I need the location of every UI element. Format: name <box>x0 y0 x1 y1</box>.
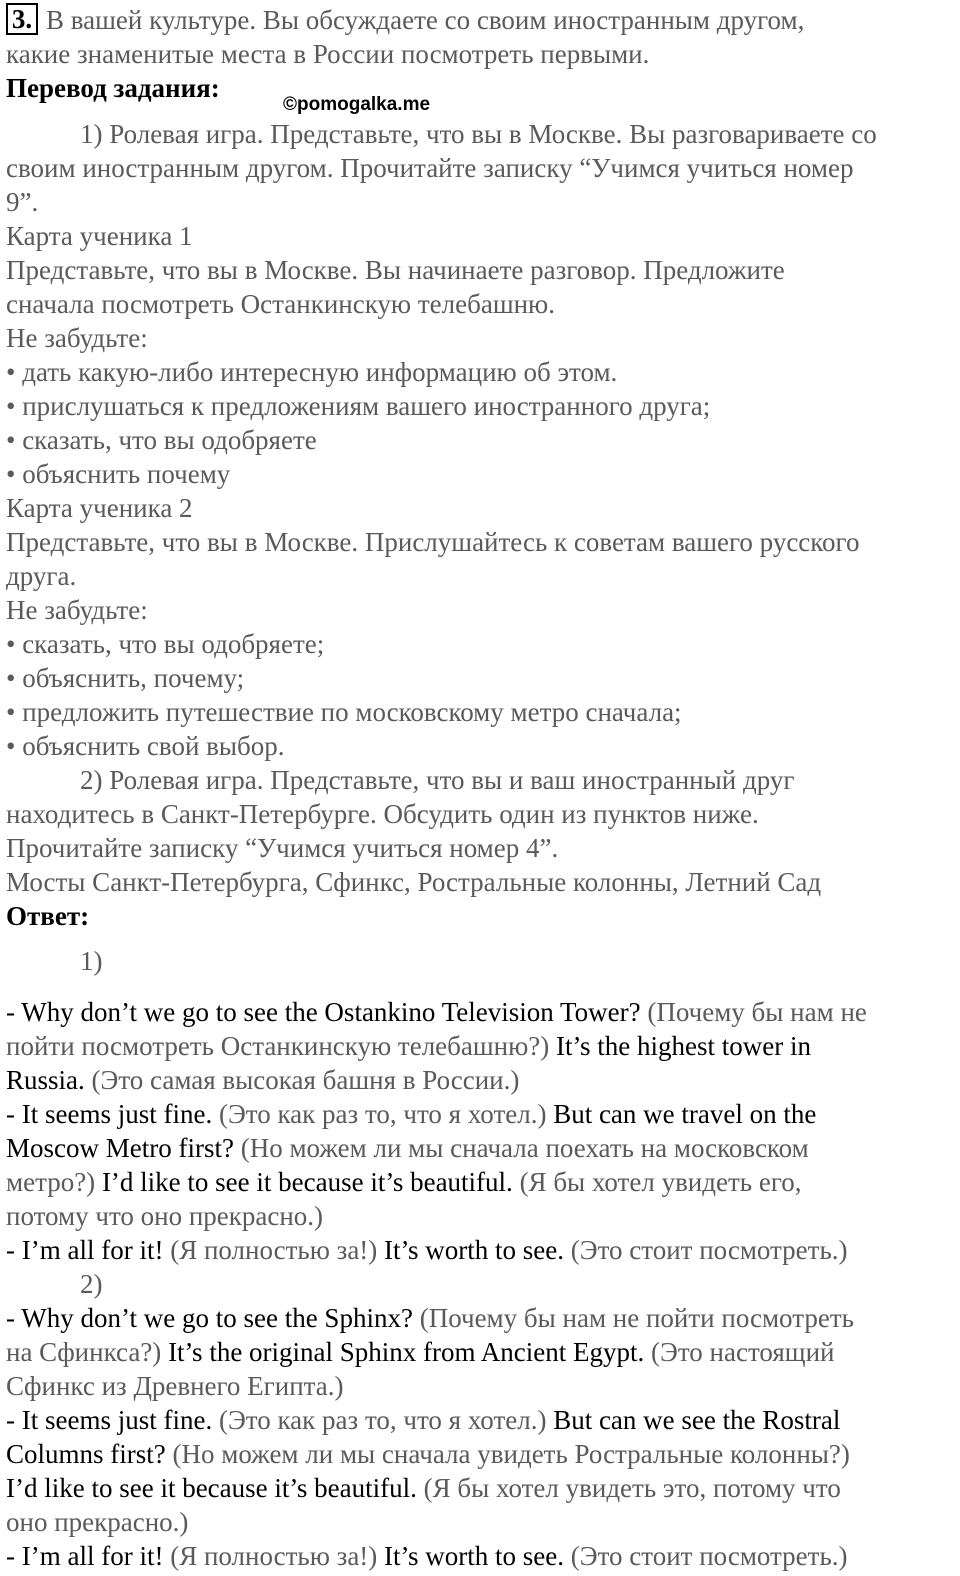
translation-p2-line-4: Мосты Санкт-Петербурга, Сфинкс, Ростральные колонны, Летний Сад <box>6 867 822 897</box>
answer2-line-8 <box>6 1539 956 1573</box>
english-text: Columns first? <box>6 1439 166 1469</box>
answer1-line-1 <box>6 995 956 1029</box>
card1-bullet-3: • сказать, что вы одобряете <box>6 425 317 455</box>
russian-text: (Но можем ли мы сначала увидеть Ростральные колонны?) <box>165 1439 850 1469</box>
answer2-line-1 <box>6 1301 956 1335</box>
russian-text: метро?) <box>6 1167 96 1197</box>
answer1-line-2 <box>6 1029 956 1063</box>
answer2-line-4 <box>6 1403 956 1437</box>
russian-text: (Это стоит посмотреть.) <box>564 1235 848 1265</box>
russian-text: (Почему бы нам не пойти посмотреть <box>412 1303 854 1333</box>
card1-bullet-1: • дать какую-либо интересную информацию об этом. <box>6 357 618 387</box>
english-text: It’s worth to see. <box>377 1541 565 1571</box>
answer1-line-3 <box>6 1063 956 1097</box>
english-text: I’d like to see it because it’s beautiful. <box>95 1167 513 1197</box>
russian-text: (Это как раз то, что я хотел.) <box>212 1099 547 1129</box>
card2-bullet-3: • предложить путешествие по московскому метро сначала; <box>6 697 682 727</box>
russian-text: на Сфинкса?) <box>6 1337 162 1367</box>
translation-p2-line-3: Прочитайте записку “Учимся учиться номер 4”. <box>6 833 559 863</box>
card1-line-2: сначала посмотреть Останкинскую телебашню. <box>6 289 555 319</box>
task-number: 3. <box>6 3 38 35</box>
answer1-line-4 <box>6 1097 956 1131</box>
translation-p1-line-3: 9”. <box>6 187 39 217</box>
english-text: It’s worth to see. <box>377 1235 565 1265</box>
answer-number-2: 2) <box>80 1269 103 1299</box>
answer1-line-5 <box>6 1131 956 1165</box>
translation-p1-line-1: 1) Ролевая игра. Представьте, что вы в Москве. Вы разговариваете со <box>80 119 877 149</box>
answer2-line-3: Сфинкс из Древнего Египта.) <box>6 1371 344 1401</box>
task-statement-line-2: какие знаменитые места в России посмотреть первыми. <box>6 39 650 69</box>
english-text: But can we see the Rostral <box>546 1405 841 1435</box>
answer1-line-7: потому что оно прекрасно.) <box>6 1201 324 1231</box>
card2-title: Карта ученика 2 <box>6 493 193 523</box>
card1-bullet-4: • объяснить почему <box>6 459 231 489</box>
translation-heading: Перевод задания: <box>6 73 220 103</box>
russian-text: пойти посмотреть Останкинскую телебашню?) <box>6 1031 550 1061</box>
russian-text: (Это самая высокая башня в России.) <box>84 1065 520 1095</box>
english-text: I’d like to see it because it’s beautiful. <box>6 1473 417 1503</box>
card2-line-1: Представьте, что вы в Москве. Прислушайтесь к советам вашего русского <box>6 527 860 557</box>
card1-line-1: Представьте, что вы в Москве. Вы начинаете разговор. Предложите <box>6 255 785 285</box>
translation-p2-line-2: находитесь в Санкт-Петербурге. Обсудить один из пунктов ниже. <box>6 799 759 829</box>
task-statement-line-1 <box>6 3 956 37</box>
english-text: - It seems just fine. <box>6 1099 213 1129</box>
card2-remember: Не забудьте: <box>6 595 148 625</box>
english-text: But can we travel on the <box>546 1099 817 1129</box>
task-text: В вашей культуре. Вы обсуждаете со своим иностранным другом, <box>46 5 805 35</box>
english-text: - Why don’t we go to see the Ostankino Television Tower? <box>6 997 641 1027</box>
answer2-line-6 <box>6 1471 956 1505</box>
english-text: Russia. <box>6 1065 85 1095</box>
answer-number-1: 1) <box>80 946 103 976</box>
russian-text: (Почему бы нам не <box>640 997 867 1027</box>
card2-bullet-4: • объяснить свой выбор. <box>6 731 285 761</box>
english-text: - Why don’t we go to see the Sphinx? <box>6 1303 413 1333</box>
russian-text: (Это стоит посмотреть.) <box>564 1541 848 1571</box>
english-text: - I’m all for it! <box>6 1235 164 1265</box>
answer2-line-5 <box>6 1437 956 1471</box>
answer2-line-2 <box>6 1335 956 1369</box>
card2-bullet-1: • сказать, что вы одобряете; <box>6 629 325 659</box>
card1-title: Карта ученика 1 <box>6 221 193 251</box>
translation-p1-line-2: своим иностранным другом. Прочитайте записку “Учимся учиться номер <box>6 153 854 183</box>
card2-bullet-2: • объяснить, почему; <box>6 663 245 693</box>
answer1-line-6 <box>6 1165 956 1199</box>
answer-heading: Ответ: <box>6 901 90 931</box>
card2-line-2: друга. <box>6 561 77 591</box>
answer2-line-7: оно прекрасно.) <box>6 1507 189 1537</box>
english-text: It’s the highest tower in <box>549 1031 811 1061</box>
russian-text: (Я полностью за!) <box>163 1235 378 1265</box>
watermark: ©pomogalka.me <box>283 94 431 115</box>
russian-text: (Но можем ли мы сначала поехать на московском <box>233 1133 809 1163</box>
russian-text: (Я бы хотел увидеть это, потому что <box>416 1473 841 1503</box>
card1-remember: Не забудьте: <box>6 323 148 353</box>
english-text: - I’m all for it! <box>6 1541 164 1571</box>
russian-text: (Я полностью за!) <box>163 1541 378 1571</box>
english-text: It’s the original Sphinx from Ancient Egypt. <box>161 1337 645 1367</box>
english-text: - It seems just fine. <box>6 1405 213 1435</box>
card1-bullet-2: • прислушаться к предложениям вашего иностранного друга; <box>6 391 711 421</box>
russian-text: (Это как раз то, что я хотел.) <box>212 1405 547 1435</box>
english-text: Moscow Metro first? <box>6 1133 234 1163</box>
translation-p2-line-1: 2) Ролевая игра. Представьте, что вы и ваш иностранный друг <box>80 765 795 795</box>
russian-text: (Я бы хотел увидеть его, <box>512 1167 802 1197</box>
russian-text: (Это настоящий <box>644 1337 835 1367</box>
answer1-line-8 <box>6 1233 956 1267</box>
